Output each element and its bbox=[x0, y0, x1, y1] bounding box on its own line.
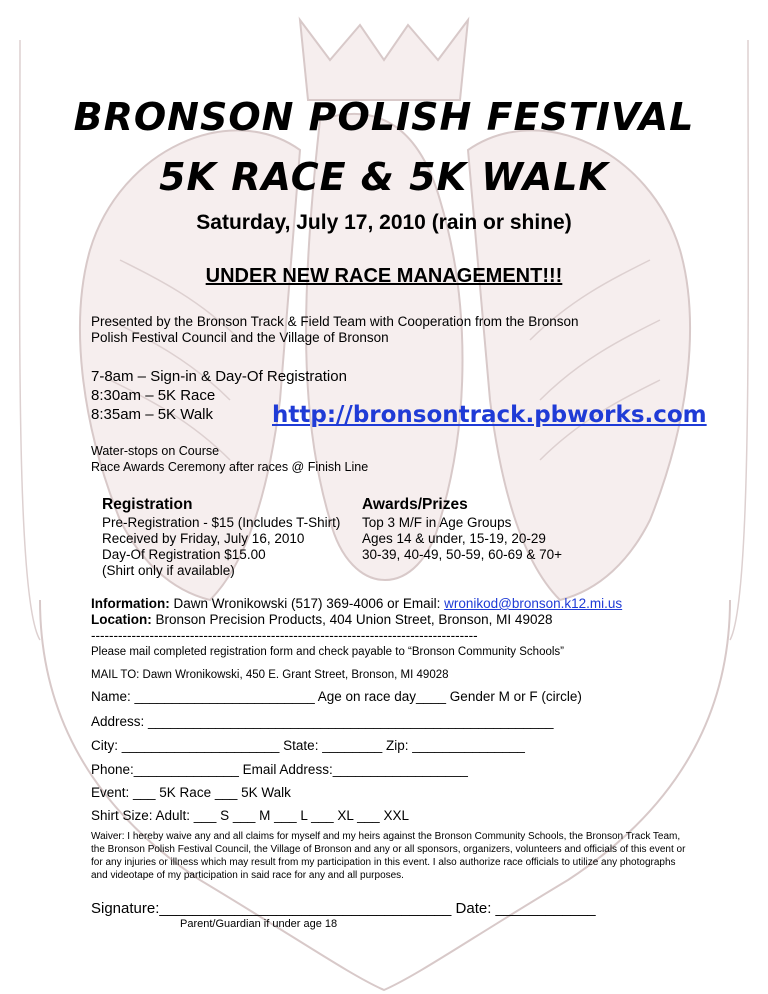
contact-email-link[interactable]: wronikod@bronson.k12.mi.us bbox=[444, 596, 623, 611]
city-state-zip-field[interactable]: City: _____________________ State: ________ Zip: _______________ bbox=[91, 738, 525, 753]
signature-date-field[interactable]: Signature:___________________________________ Date: ____________ bbox=[91, 900, 596, 917]
mail-to-address: MAIL TO: Dawn Wronikowski, 450 E. Grant Street, Bronson, MI 49028 bbox=[91, 669, 449, 681]
intro-line-2: Polish Festival Council and the Village of Bronson bbox=[91, 330, 389, 345]
registration-line: (Shirt only if available) bbox=[102, 563, 235, 578]
shirt-size-field[interactable]: Shirt Size: Adult: ___ S ___ M ___ L ___ XL ___ XXL bbox=[91, 808, 409, 823]
schedule-item: 8:30am – 5K Race bbox=[91, 387, 216, 404]
event-subtitle: 5K RACE & 5K WALK bbox=[159, 155, 609, 199]
section-divider: -------------------------------------------------------------------------------------- bbox=[91, 628, 478, 643]
waiver-text: Waiver: I hereby waive any and all claims for myself and my heirs against the Bronson Community Schools, the Bronson Track Team, the Bronson Polish Festival Council, the Village of Bronson and any or all sponsors, organizers, volunteers and officials of this event or for any injuries or illness which may result from my participation in this event. I also authorize race officials to utilize any photographs and videotape of my participation in said race for any and all purposes. bbox=[91, 831, 686, 881]
water-stops-note: Water-stops on Course bbox=[91, 444, 220, 458]
guardian-note: Parent/Guardian if under age 18 bbox=[180, 918, 338, 930]
location-label: Location: bbox=[91, 612, 152, 627]
mail-instructions: Please mail completed registration form and check payable to “Bronson Community Schools” bbox=[91, 646, 564, 658]
management-notice: UNDER NEW RACE MANAGEMENT!!! bbox=[205, 265, 563, 287]
event-choice-field[interactable]: Event: ___ 5K Race ___ 5K Walk bbox=[91, 785, 291, 800]
awards-heading: Awards/Prizes bbox=[362, 496, 468, 513]
registration-line: Pre-Registration - $15 (Includes T-Shirt) bbox=[102, 515, 341, 530]
schedule-item: 8:35am – 5K Walk bbox=[91, 406, 213, 423]
location-text: Bronson Precision Products, 404 Union Street, Bronson, MI 49028 bbox=[151, 612, 553, 627]
address-field[interactable]: Address: ______________________________________________________ bbox=[91, 714, 554, 729]
information-line bbox=[91, 596, 622, 611]
awards-line: Top 3 M/F in Age Groups bbox=[362, 515, 512, 530]
awards-line: 30-39, 40-49, 50-59, 60-69 & 70+ bbox=[362, 547, 563, 562]
registration-heading: Registration bbox=[102, 496, 193, 513]
information-text: Dawn Wronikowski (517) 369-4006 or Email: bbox=[169, 596, 445, 611]
intro-line-1: Presented by the Bronson Track & Field Team with Cooperation from the Bronson bbox=[91, 314, 579, 329]
event-date: Saturday, July 17, 2010 (rain or shine) bbox=[196, 211, 572, 234]
registration-line: Day-Of Registration $15.00 bbox=[102, 547, 266, 562]
location-line bbox=[91, 612, 552, 627]
event-title: BRONSON POLISH FESTIVAL bbox=[73, 95, 695, 139]
schedule-item: 7-8am – Sign-in & Day-Of Registration bbox=[91, 368, 347, 385]
name-field[interactable]: Name: ________________________ Age on race day____ Gender M or F (circle) bbox=[91, 689, 582, 704]
awards-ceremony-note: Race Awards Ceremony after races @ Finish Line bbox=[91, 460, 369, 474]
website-link[interactable]: http://bronsontrack.pbworks.com bbox=[272, 402, 707, 428]
awards-line: Ages 14 & under, 15-19, 20-29 bbox=[362, 531, 546, 546]
information-label: Information: bbox=[91, 596, 170, 611]
registration-line: Received by Friday, July 16, 2010 bbox=[102, 531, 305, 546]
phone-email-field[interactable]: Phone:______________ Email Address:__________________ bbox=[91, 762, 468, 777]
